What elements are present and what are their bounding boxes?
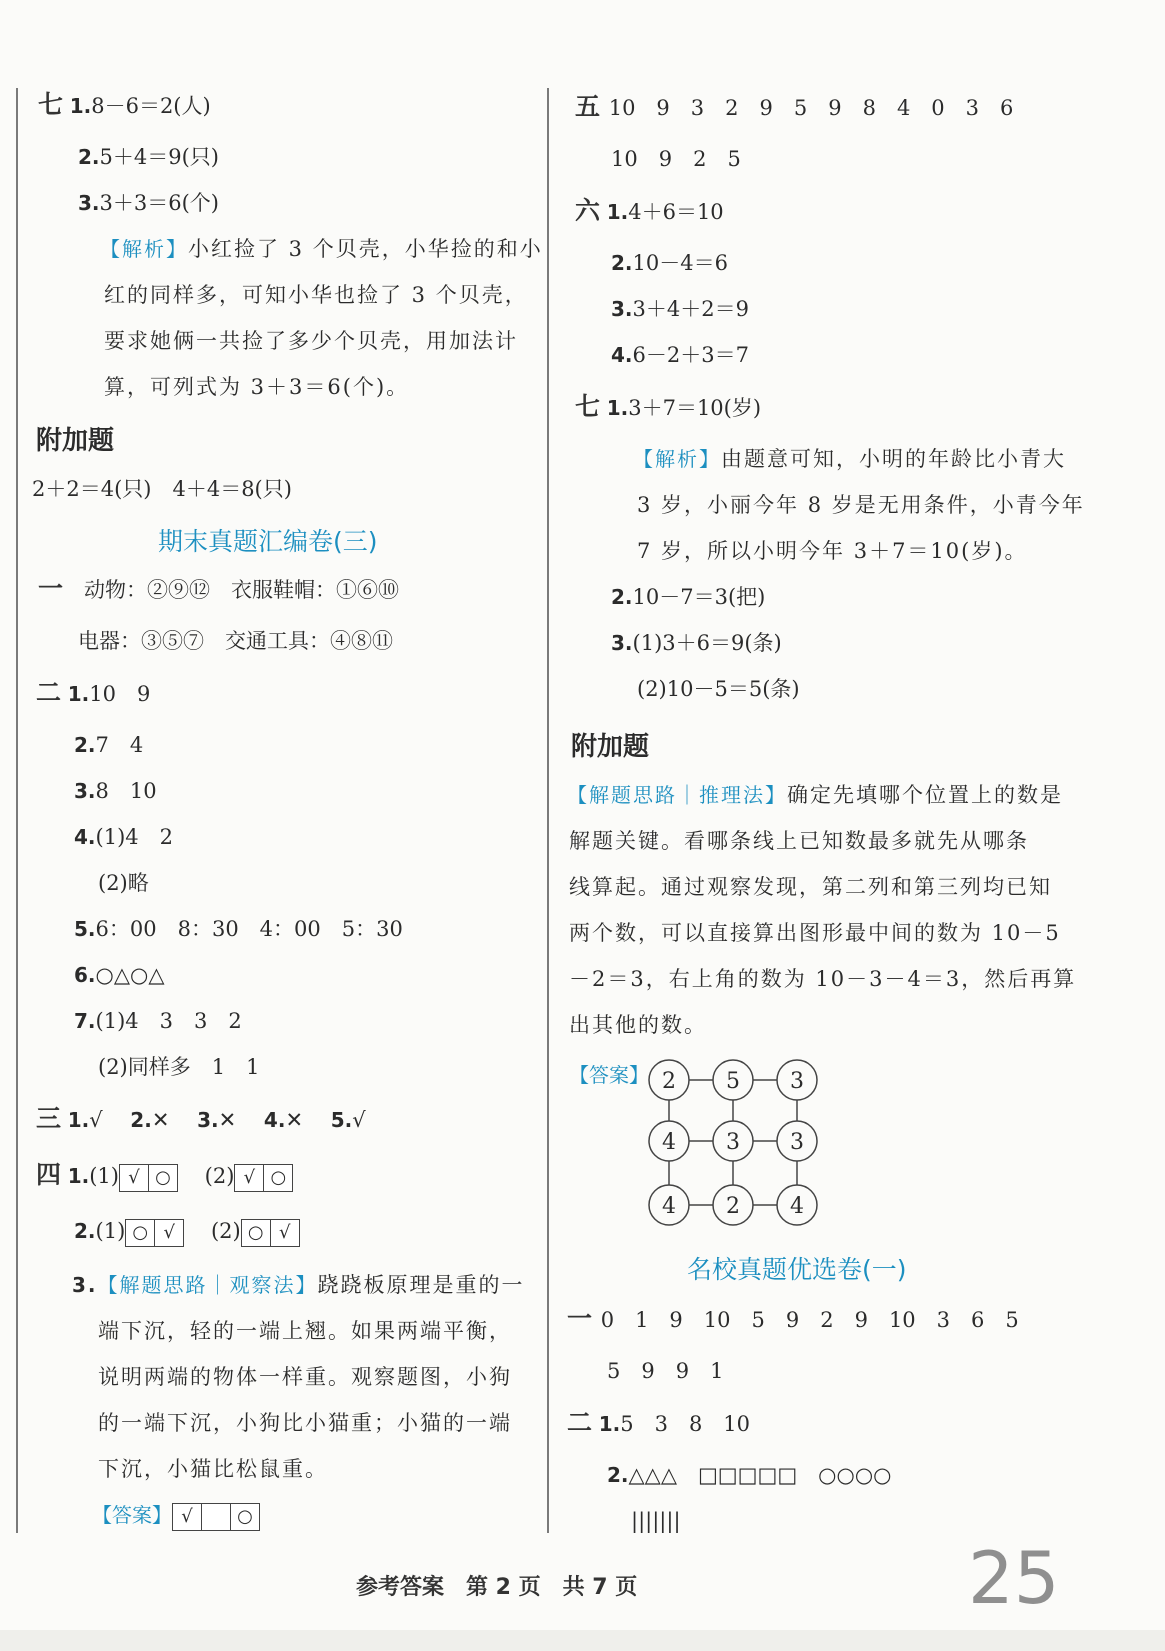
answer-text: 10－7＝3(把) [632,585,766,609]
analysis-text: 下沉，小猫比松鼠重。 [98,1457,328,1481]
item-number: 4. [611,343,633,367]
analysis-text: 算，可列式为 3＋3＝6(个)。 [104,375,410,399]
grid-node-value: 2 [726,1194,740,1219]
page-number: 25 [968,1536,1060,1620]
grid-node-value: 2 [662,1069,676,1094]
column-divider [547,88,549,1533]
section-mark: 四 [36,1160,62,1189]
section-mark: 七 [38,90,64,119]
answer-text: ✕ [218,1108,237,1132]
answer-box: ○ [263,1164,293,1192]
section-mark: 七 [575,392,601,421]
footer-text: 参考答案 第 2 页 共 7 页 [356,1575,638,1600]
answer-tag: 【答案】 [92,1503,172,1527]
grid-node-value: 5 [726,1069,740,1094]
answer-text: (1)3＋6＝9(条) [632,631,782,655]
item-number: 1. [606,200,629,224]
analysis-text: 要求她俩一共捡了多少个贝壳，用加法计 [104,329,518,353]
part-label: (1) [95,1219,126,1243]
answer-text: 3＋7＝10(岁) [628,396,762,420]
grid-node-value: 3 [790,1130,804,1155]
item-number: 2. [74,733,96,757]
item-number: 2. [74,1219,96,1243]
section-mark: 二 [567,1408,593,1437]
item-number: 4. [263,1108,286,1132]
grid-node-value: 3 [790,1069,804,1094]
answer-text: ○△○△ [95,963,165,987]
answer-tag: 【答案】 [569,1063,649,1087]
analysis-text: 7 岁，所以小明今年 3＋7＝10(岁)。 [637,539,1028,563]
item-number: 3. [74,779,96,803]
item-number: 1. [69,94,92,118]
answer-box: √ [154,1219,184,1247]
answer-text: (2)略 [98,871,149,895]
section-mark: 二 [36,678,62,707]
grid-node-value: 4 [790,1194,804,1219]
analysis-text: 两个数，可以直接算出图形最中间的数为 10－5 [569,921,1061,945]
analysis-tag: 【解析】 [633,447,721,471]
answer-text: 8－6＝2(人) [91,94,211,118]
analysis-text: 由题意可知，小明的年龄比小青大 [721,447,1066,471]
item-number: 6. [74,963,96,987]
answer-box: ○ [241,1219,271,1247]
exam-title: 名校真题优选卷(一) [687,1255,907,1284]
item-number: 3. [197,1108,219,1132]
item-number: 2. [607,1463,629,1487]
part-label: (1) [89,1164,119,1188]
section-mark: 一 [567,1304,593,1333]
answer-text: 0 1 9 10 5 9 2 9 10 3 6 5 [600,1308,1019,1332]
item-number: 3. [78,191,100,215]
item-number: 3. [611,631,633,655]
grid-node-value: 3 [726,1130,740,1155]
item-number: 1. [67,1164,90,1188]
answer-text: 5 9 9 1 [607,1359,724,1383]
answer-text: 动物：②⑨⑫ 衣服鞋帽：①⑥⑩ [84,578,400,602]
answer-box: √ [119,1164,149,1192]
answer-text: ✕ [151,1108,170,1132]
answer-text: 电器：③⑤⑦ 交通工具：④⑧⑪ [78,629,393,653]
answer-box: √ [234,1164,264,1192]
method-tag: 【解题思路｜观察法】 [97,1273,318,1297]
answer-text: (1)4 3 3 2 [95,1009,242,1033]
answer-box: √ [172,1503,202,1531]
item-number: 1. [67,682,90,706]
answer-text: 6－2＋3＝7 [632,343,749,367]
answer-text: 7 4 [95,733,144,757]
answer-box: √ [270,1219,300,1247]
answer-text: 10 9 [89,682,151,706]
section-mark: 五 [575,92,601,121]
analysis-tag: 【解析】 [100,237,188,261]
method-tag: 【解题思路｜推理法】 [567,783,787,807]
item-number: 2. [611,251,633,275]
section-mark: 一 [38,574,64,603]
analysis-text: 线算起。通过观察发现，第二列和第三列均已知 [569,875,1052,899]
answer-text: 10－4＝6 [632,251,728,275]
answer-text: √ [352,1108,366,1132]
section-mark: 六 [575,196,601,225]
item-number: 3. [611,297,633,321]
grid-node-value: 4 [662,1194,676,1219]
answer-text: √ [89,1108,103,1132]
item-number: 7. [74,1009,96,1033]
answer-box: ○ [148,1164,178,1192]
exam-title: 期末真题汇编卷(三) [158,527,378,556]
grid-node-value: 4 [662,1130,676,1155]
item-number: 5. [330,1108,353,1132]
part-label: (2) [210,1219,241,1243]
answer-text: 5 3 8 10 [620,1412,751,1436]
analysis-text: 跷跷板原理是重的一 [317,1273,525,1297]
answer-text: 4＋6＝10 [628,200,724,224]
item-number: 1. [67,1108,90,1132]
answer-text: ✕ [285,1108,304,1132]
item-number: 2. [130,1108,152,1132]
answer-text: 8 10 [95,779,157,803]
bonus-heading: 附加题 [36,426,115,456]
answer-text: (1)4 2 [95,825,173,849]
answer-text: 5＋4＝9(只) [99,145,219,169]
answer-text: (2)同样多 1 1 [98,1055,260,1079]
analysis-text: 说明两端的物体一样重。观察题图，小狗 [98,1365,512,1389]
left-margin-line [16,88,18,1533]
analysis-text: －2＝3，右上角的数为 10－3－4＝3，然后再算 [569,967,1077,991]
analysis-text: 的一端下沉，小狗比小猫重；小猫的一端 [98,1411,512,1435]
analysis-text: 确定先填哪个位置上的数是 [787,783,1063,807]
answer-text: 10 9 2 5 [611,147,741,171]
answer-box: ○ [230,1503,260,1531]
analysis-text: 出其他的数。 [569,1013,707,1037]
answer-box: ○ [125,1219,155,1247]
answer-box [201,1503,231,1531]
item-number: 2. [78,145,100,169]
answer-text: 3＋4＋2＝9 [632,297,749,321]
bonus-answer: 2＋2＝4(只) 4＋4＝8(只) [32,477,292,501]
scan-edge [0,1630,1165,1651]
answer-text: △△△ □□□□□ ○○○○ [628,1463,892,1487]
answer-text: 3＋3＝6(个) [99,191,219,215]
part-label: (2) [204,1164,235,1188]
answer-text: ||||||| [631,1509,681,1533]
section-mark: 三 [36,1104,62,1133]
bonus-heading: 附加题 [571,732,650,762]
item-number: 1. [606,396,629,420]
analysis-text: 3 岁，小丽今年 8 岁是无用条件，小青今年 [637,493,1085,517]
answer-text: (2)10－5＝5(条) [637,677,800,701]
analysis-text: 红的同样多，可知小华也捡了 3 个贝壳， [104,283,528,307]
analysis-text: 小红捡了 3 个贝壳，小华捡的和小 [188,237,543,261]
answer-text: 10 9 3 2 9 5 9 8 4 0 3 6 [608,96,1014,120]
item-number: 4. [74,825,96,849]
number-grid-diagram [638,1058,838,1248]
item-number: 3. [72,1273,98,1297]
item-number: 1. [598,1412,621,1436]
item-number: 2. [611,585,633,609]
analysis-text: 端下沉，轻的一端上翘。如果两端平衡， [98,1319,512,1343]
answer-text: 6：00 8：30 4：00 5：30 [95,917,403,941]
analysis-text: 解题关键。看哪条线上已知数最多就先从哪条 [569,829,1029,853]
item-number: 5. [74,917,96,941]
